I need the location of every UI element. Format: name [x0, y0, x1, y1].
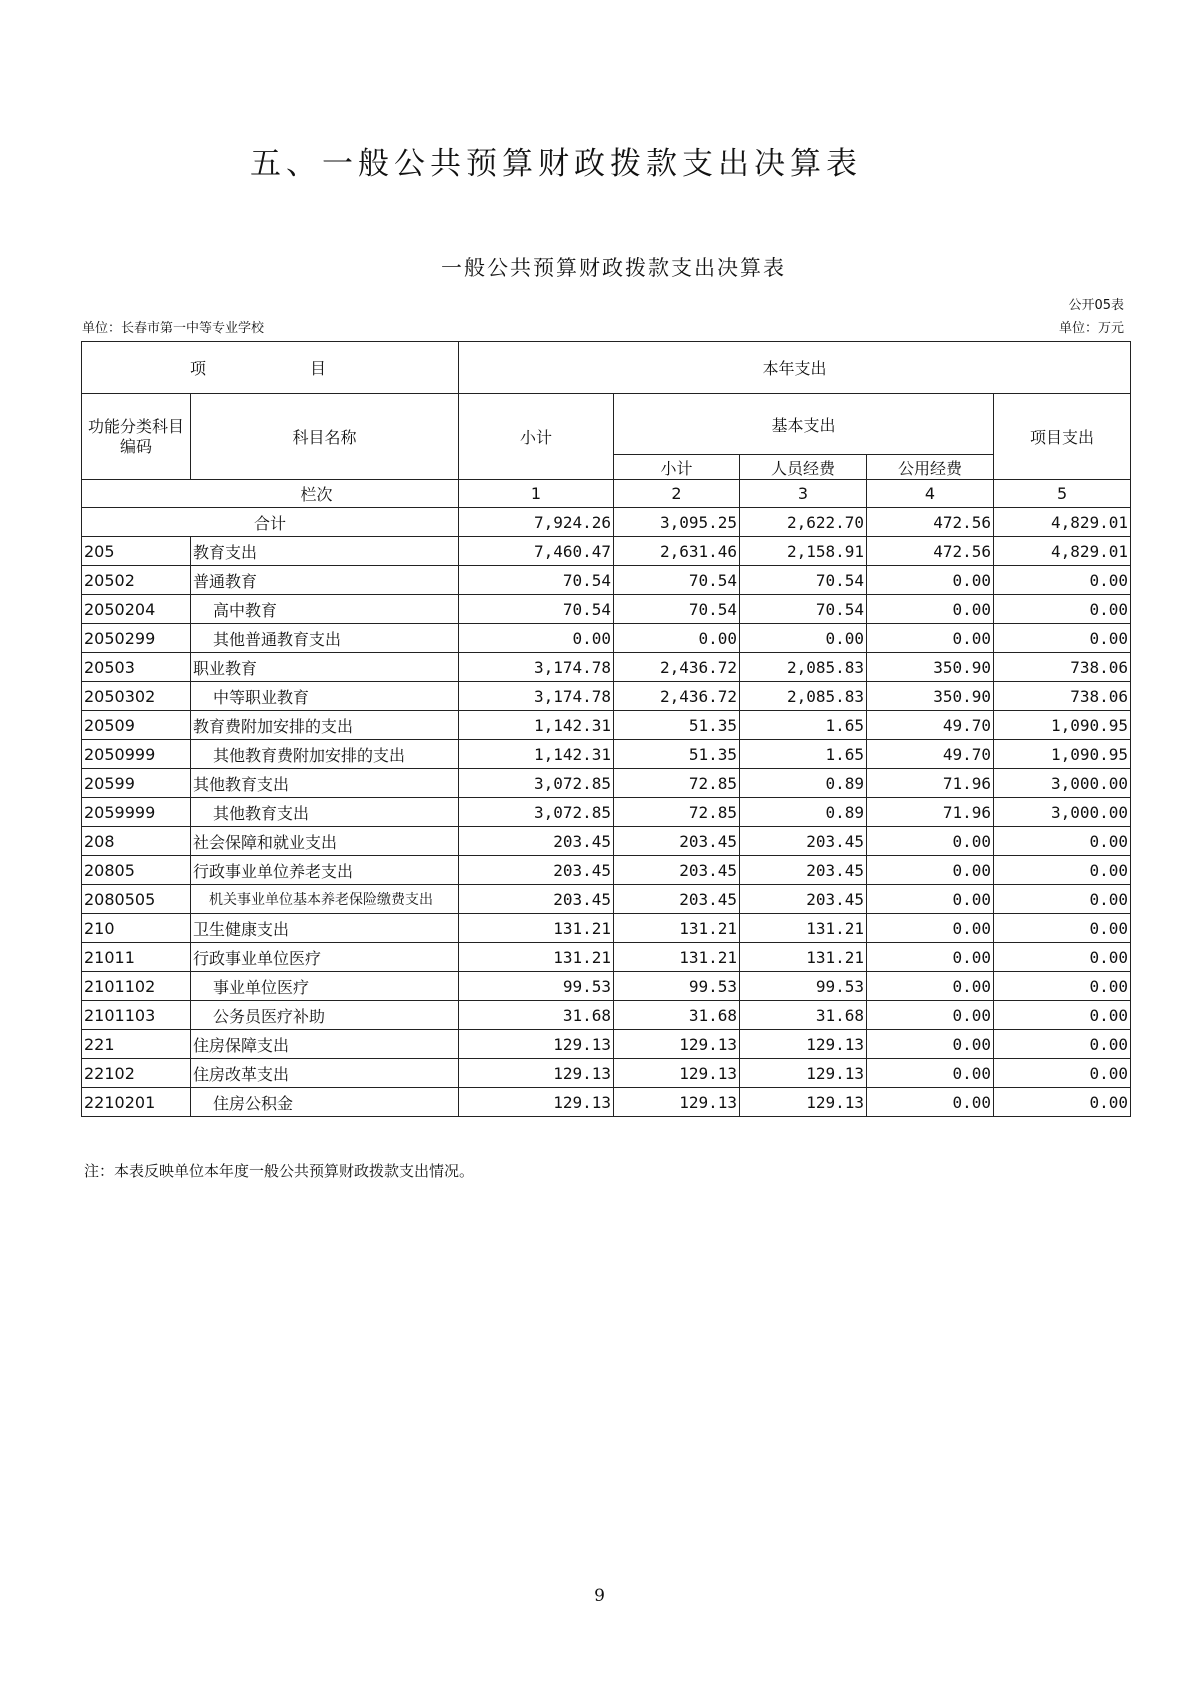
row-code: 2080505: [82, 885, 191, 914]
row-project: 1,090.95: [994, 711, 1131, 740]
table-row: [82, 537, 1131, 566]
row-name: 其他教育支出: [191, 769, 459, 798]
row-project: 0.00: [994, 972, 1131, 1001]
table-note: 注：本表反映单位本年度一般公共预算财政拨款支出情况。: [84, 1162, 475, 1180]
row-project: 0.00: [994, 885, 1131, 914]
total-label: 合计: [82, 508, 459, 537]
row-code: 20509: [82, 711, 191, 740]
row-name: 公务员医疗补助: [191, 1001, 459, 1030]
row-basic-subtotal: 129.13: [614, 1059, 740, 1088]
header-item: 项 目: [82, 342, 459, 394]
row-code: 22102: [82, 1059, 191, 1088]
row-personnel: 2,158.91: [740, 537, 867, 566]
row-basic-subtotal: 51.35: [614, 711, 740, 740]
row-personnel: 131.21: [740, 943, 867, 972]
row-project: 4,829.01: [994, 537, 1131, 566]
row-basic-subtotal: 51.35: [614, 740, 740, 769]
row-name: 其他教育费附加安排的支出: [191, 740, 459, 769]
row-personnel: 0.89: [740, 769, 867, 798]
total-project: 4,829.01: [994, 508, 1131, 537]
row-project: 1,090.95: [994, 740, 1131, 769]
row-subtotal: 129.13: [459, 1030, 614, 1059]
row-subtotal: 129.13: [459, 1088, 614, 1117]
table-row: [82, 972, 1131, 1001]
table-row: [82, 566, 1131, 595]
row-personnel: 129.13: [740, 1059, 867, 1088]
row-subtotal: 1,142.31: [459, 711, 614, 740]
row-public: 0.00: [867, 943, 994, 972]
row-project: 3,000.00: [994, 769, 1131, 798]
row-personnel: 1.65: [740, 740, 867, 769]
table-row: [82, 624, 1131, 653]
table-row: [82, 769, 1131, 798]
table-row: [82, 653, 1131, 682]
row-code: 21011: [82, 943, 191, 972]
row-subtotal: 31.68: [459, 1001, 614, 1030]
row-basic-subtotal: 70.54: [614, 595, 740, 624]
table-row: [82, 1001, 1131, 1030]
row-code: 221: [82, 1030, 191, 1059]
unit-label: 单位：长春市第一中等专业学校: [82, 321, 265, 336]
table-row: [82, 711, 1131, 740]
header-basic: 基本支出: [614, 394, 994, 455]
row-personnel: 99.53: [740, 972, 867, 1001]
row-project: 0.00: [994, 1030, 1131, 1059]
row-subtotal: 203.45: [459, 827, 614, 856]
row-subtotal: 3,072.85: [459, 769, 614, 798]
row-subtotal: 99.53: [459, 972, 614, 1001]
column-number-cell: 5: [994, 480, 1131, 508]
row-basic-subtotal: 70.54: [614, 566, 740, 595]
money-unit-label: 单位：万元: [1058, 321, 1124, 336]
header-subject-name: 科目名称: [191, 394, 459, 480]
row-subtotal: 131.21: [459, 914, 614, 943]
column-number-cell: 1: [459, 480, 614, 508]
row-code: 2210201: [82, 1088, 191, 1117]
row-code: 2101102: [82, 972, 191, 1001]
row-personnel: 70.54: [740, 595, 867, 624]
row-name: 其他普通教育支出: [191, 624, 459, 653]
table-row: [82, 1030, 1131, 1059]
row-subtotal: 0.00: [459, 624, 614, 653]
row-name: 住房保障支出: [191, 1030, 459, 1059]
row-name: 行政事业单位医疗: [191, 943, 459, 972]
header-public: 公用经费: [867, 455, 994, 480]
row-basic-subtotal: 203.45: [614, 827, 740, 856]
header-subtotal: 小计: [459, 394, 614, 480]
row-subtotal: 3,174.78: [459, 682, 614, 711]
row-public: 0.00: [867, 827, 994, 856]
header-func-code: 功能分类科目编码: [82, 394, 191, 480]
row-project: 0.00: [994, 566, 1131, 595]
row-name: 卫生健康支出: [191, 914, 459, 943]
row-public: 350.90: [867, 653, 994, 682]
table-row: [82, 682, 1131, 711]
row-public: 49.70: [867, 740, 994, 769]
row-code: 20599: [82, 769, 191, 798]
row-project: 0.00: [994, 1059, 1131, 1088]
row-name: 行政事业单位养老支出: [191, 856, 459, 885]
table-row: [82, 914, 1131, 943]
row-code: 205: [82, 537, 191, 566]
section-title: 五、一般公共预算财政拨款支出决算表: [250, 146, 862, 182]
row-public: 0.00: [867, 1001, 994, 1030]
table-row: [82, 595, 1131, 624]
row-personnel: 0.00: [740, 624, 867, 653]
row-code: 208: [82, 827, 191, 856]
row-subtotal: 70.54: [459, 595, 614, 624]
column-number-label: 栏次: [82, 480, 459, 508]
row-code: 2050299: [82, 624, 191, 653]
header-project: 项目支出: [994, 394, 1131, 480]
row-public: 71.96: [867, 798, 994, 827]
row-project: 0.00: [994, 624, 1131, 653]
row-subtotal: 3,072.85: [459, 798, 614, 827]
row-basic-subtotal: 99.53: [614, 972, 740, 1001]
row-public: 0.00: [867, 972, 994, 1001]
row-project: 0.00: [994, 827, 1131, 856]
row-name: 普通教育: [191, 566, 459, 595]
table-row: [82, 856, 1131, 885]
column-number-row: [82, 480, 1131, 508]
row-code: 2050302: [82, 682, 191, 711]
row-public: 0.00: [867, 856, 994, 885]
row-personnel: 0.89: [740, 798, 867, 827]
row-subtotal: 129.13: [459, 1059, 614, 1088]
column-number-cell: 3: [740, 480, 867, 508]
row-code: 20805: [82, 856, 191, 885]
table-row: [82, 798, 1131, 827]
row-code: 2059999: [82, 798, 191, 827]
total-row: [82, 508, 1131, 537]
row-basic-subtotal: 203.45: [614, 885, 740, 914]
table-row: [82, 943, 1131, 972]
row-name: 住房公积金: [191, 1088, 459, 1117]
row-code: 2050204: [82, 595, 191, 624]
row-subtotal: 1,142.31: [459, 740, 614, 769]
row-public: 0.00: [867, 1059, 994, 1088]
row-code: 20503: [82, 653, 191, 682]
page-number: 9: [594, 1586, 605, 1606]
row-public: 71.96: [867, 769, 994, 798]
row-personnel: 2,085.83: [740, 653, 867, 682]
row-basic-subtotal: 131.21: [614, 943, 740, 972]
row-basic-subtotal: 31.68: [614, 1001, 740, 1030]
table-row: [82, 885, 1131, 914]
row-name: 社会保障和就业支出: [191, 827, 459, 856]
row-personnel: 1.65: [740, 711, 867, 740]
row-public: 0.00: [867, 914, 994, 943]
row-public: 472.56: [867, 537, 994, 566]
row-project: 0.00: [994, 1001, 1131, 1030]
row-basic-subtotal: 2,631.46: [614, 537, 740, 566]
table-row: [82, 827, 1131, 856]
expenditure-table: [81, 341, 1131, 1117]
row-name: 职业教育: [191, 653, 459, 682]
table-row: [82, 740, 1131, 769]
row-project: 3,000.00: [994, 798, 1131, 827]
row-personnel: 203.45: [740, 827, 867, 856]
row-project: 738.06: [994, 682, 1131, 711]
column-number-cell: 4: [867, 480, 994, 508]
row-code: 210: [82, 914, 191, 943]
row-project: 0.00: [994, 595, 1131, 624]
row-name: 其他教育支出: [191, 798, 459, 827]
row-project: 0.00: [994, 1088, 1131, 1117]
row-personnel: 203.45: [740, 885, 867, 914]
row-personnel: 31.68: [740, 1001, 867, 1030]
row-name: 中等职业教育: [191, 682, 459, 711]
row-public: 0.00: [867, 1030, 994, 1059]
row-public: 0.00: [867, 885, 994, 914]
row-public: 0.00: [867, 624, 994, 653]
row-name: 机关事业单位基本养老保险缴费支出: [191, 885, 459, 914]
row-basic-subtotal: 129.13: [614, 1030, 740, 1059]
header-basic-subtotal: 小计: [614, 455, 740, 480]
header-personnel: 人员经费: [740, 455, 867, 480]
row-personnel: 2,085.83: [740, 682, 867, 711]
table-row: [82, 1059, 1131, 1088]
row-subtotal: 7,460.47: [459, 537, 614, 566]
row-basic-subtotal: 131.21: [614, 914, 740, 943]
row-basic-subtotal: 2,436.72: [614, 653, 740, 682]
row-name: 教育支出: [191, 537, 459, 566]
row-basic-subtotal: 72.85: [614, 798, 740, 827]
row-name: 事业单位医疗: [191, 972, 459, 1001]
row-public: 49.70: [867, 711, 994, 740]
row-name: 住房改革支出: [191, 1059, 459, 1088]
row-name: 高中教育: [191, 595, 459, 624]
table-title: 一般公共预算财政拨款支出决算表: [441, 256, 786, 280]
row-basic-subtotal: 203.45: [614, 856, 740, 885]
column-number-cell: 2: [614, 480, 740, 508]
row-basic-subtotal: 72.85: [614, 769, 740, 798]
row-code: 2101103: [82, 1001, 191, 1030]
row-project: 0.00: [994, 943, 1131, 972]
row-basic-subtotal: 129.13: [614, 1088, 740, 1117]
row-public: 0.00: [867, 566, 994, 595]
row-personnel: 131.21: [740, 914, 867, 943]
header-current-year: 本年支出: [459, 342, 1131, 394]
table-row: [82, 1088, 1131, 1117]
row-public: 350.90: [867, 682, 994, 711]
row-basic-subtotal: 2,436.72: [614, 682, 740, 711]
row-code: 2050999: [82, 740, 191, 769]
row-project: 738.06: [994, 653, 1131, 682]
row-subtotal: 3,174.78: [459, 653, 614, 682]
row-public: 0.00: [867, 595, 994, 624]
row-personnel: 129.13: [740, 1030, 867, 1059]
row-basic-subtotal: 0.00: [614, 624, 740, 653]
row-personnel: 70.54: [740, 566, 867, 595]
row-project: 0.00: [994, 914, 1131, 943]
total-basic-subtotal: 3,095.25: [614, 508, 740, 537]
row-public: 0.00: [867, 1088, 994, 1117]
row-code: 20502: [82, 566, 191, 595]
total-personnel: 2,622.70: [740, 508, 867, 537]
row-personnel: 129.13: [740, 1088, 867, 1117]
row-subtotal: 70.54: [459, 566, 614, 595]
row-personnel: 203.45: [740, 856, 867, 885]
total-public: 472.56: [867, 508, 994, 537]
row-project: 0.00: [994, 856, 1131, 885]
form-code: 公开05表: [1068, 298, 1124, 313]
row-name: 教育费附加安排的支出: [191, 711, 459, 740]
row-subtotal: 203.45: [459, 885, 614, 914]
row-subtotal: 203.45: [459, 856, 614, 885]
total-subtotal: 7,924.26: [459, 508, 614, 537]
row-subtotal: 131.21: [459, 943, 614, 972]
